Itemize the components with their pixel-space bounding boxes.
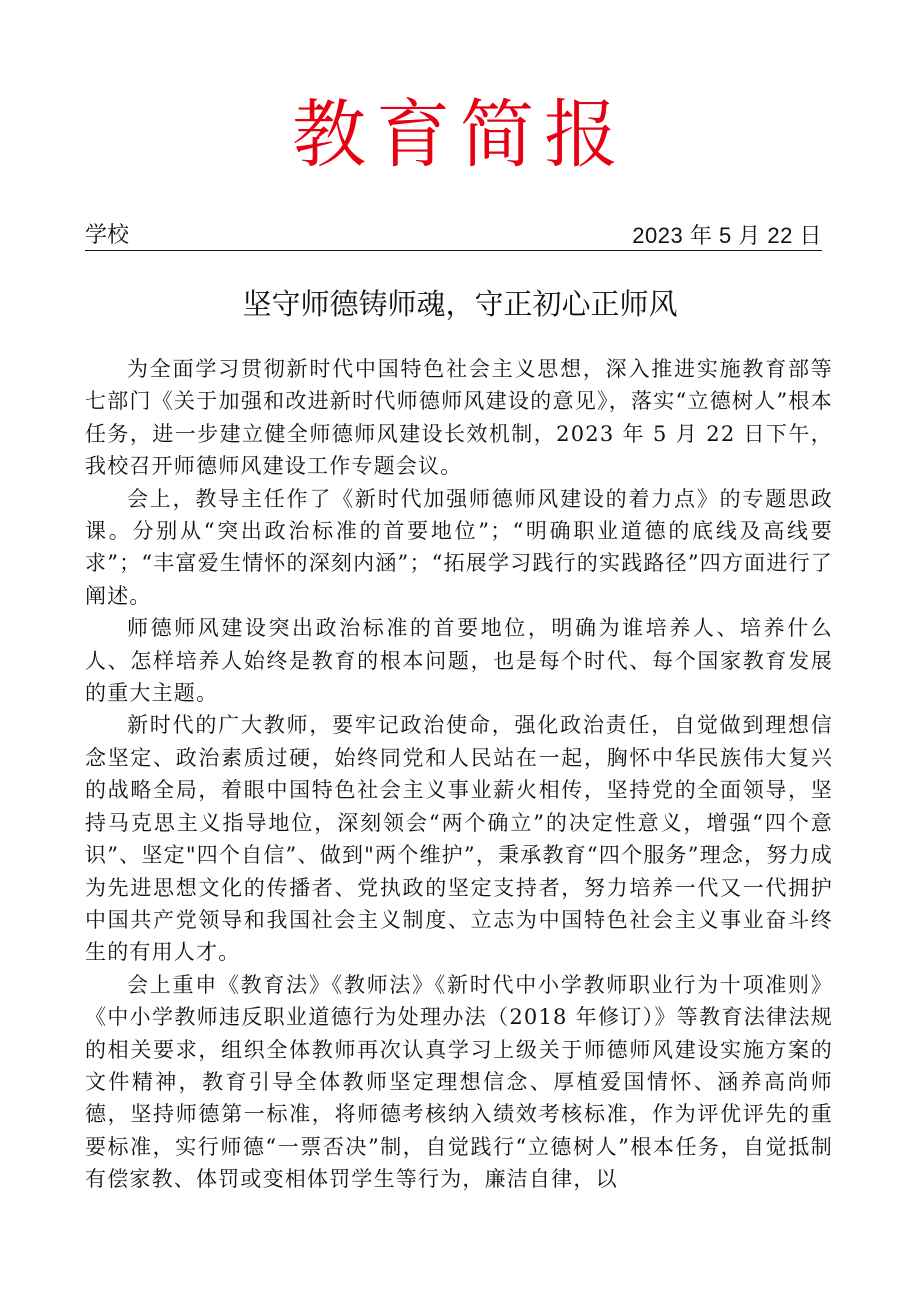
article-paragraph: 新时代的广大教师，要牢记政治使命，强化政治责任，自觉做到理想信念坚定、政治素质过硬，始终同党和人民站在一起，胸怀中华民族伟大复兴的战略全局，着眼中国特色社会主义事业薪火相传，坚持党的全面领导，坚持马克思主义指导地位，深刻领会“两个确立”的决定性意义，增强“四个意识”、坚定"四个自信”、做到"两个维护”，秉承教育“四个服务”理念，努力成为先进思想文化的传播者、党执政的坚定支持者，努力培养一代又一代拥护中国共产党领导和我国社会主义制度、立志为中国特色社会主义事业奋斗终生的有用人才。 [85,713,833,965]
article-body [85,353,833,1196]
article-paragraph: 会上，教导主任作了《新时代加强师德师风建设的着力点》的专题思政课。分别从“突出政治标准的首要地位”；“明确职业道德的底线及高线要求”；“丰富爱生情怀的深刻内涵”；“拓展学习践行的实践路径”四方面进行了阐述。 [85,486,833,608]
meta-row [85,222,822,251]
school-label: 学校 [85,223,130,248]
masthead-title: 教育简报 [292,92,628,178]
article-paragraph: 会上重申《教育法》《教师法》《新时代中小学教师职业行为十项准则》《中小学教师违反职业道德行为处理办法（2018 年修订）》等教育法律法规的相关要求，组织全体教师再次认真学习上级关于师德师风建设实施方案的文件精神，教育引导全体教师坚定理想信念、厚植爱国情怀、涵养高尚师德，坚持师德第一标准，将师德考核纳入绩效考核标准，作为评优评先的重要标准，实行师德“一票否决”制，自觉践行“立德树人”根本任务，自觉抵制有偿家教、体罚或变相体罚学生等行为，廉洁自律，以 [85,972,833,1192]
issue-date: 2023 年 5 月 22 日 [632,223,822,248]
article-paragraph: 为全面学习贯彻新时代中国特色社会主义思想，深入推进实施教育部等七部门《关于加强和改进新时代师德师风建设的意见》，落实“立德树人”根本任务，进一步建立健全师德师风建设长效机制，2023 年 5 月 22 日下午，我校召开师德师风建设工作专题会议。 [85,357,833,479]
article-headline: 坚守师德铸师魂，守正初心正师风 [242,287,678,321]
article-paragraph: 师德师风建设突出政治标准的首要地位，明确为谁培养人、培养什么人、怎样培养人始终是教育的根本问题，也是每个时代、每个国家教育发展的重大主题。 [85,616,833,706]
